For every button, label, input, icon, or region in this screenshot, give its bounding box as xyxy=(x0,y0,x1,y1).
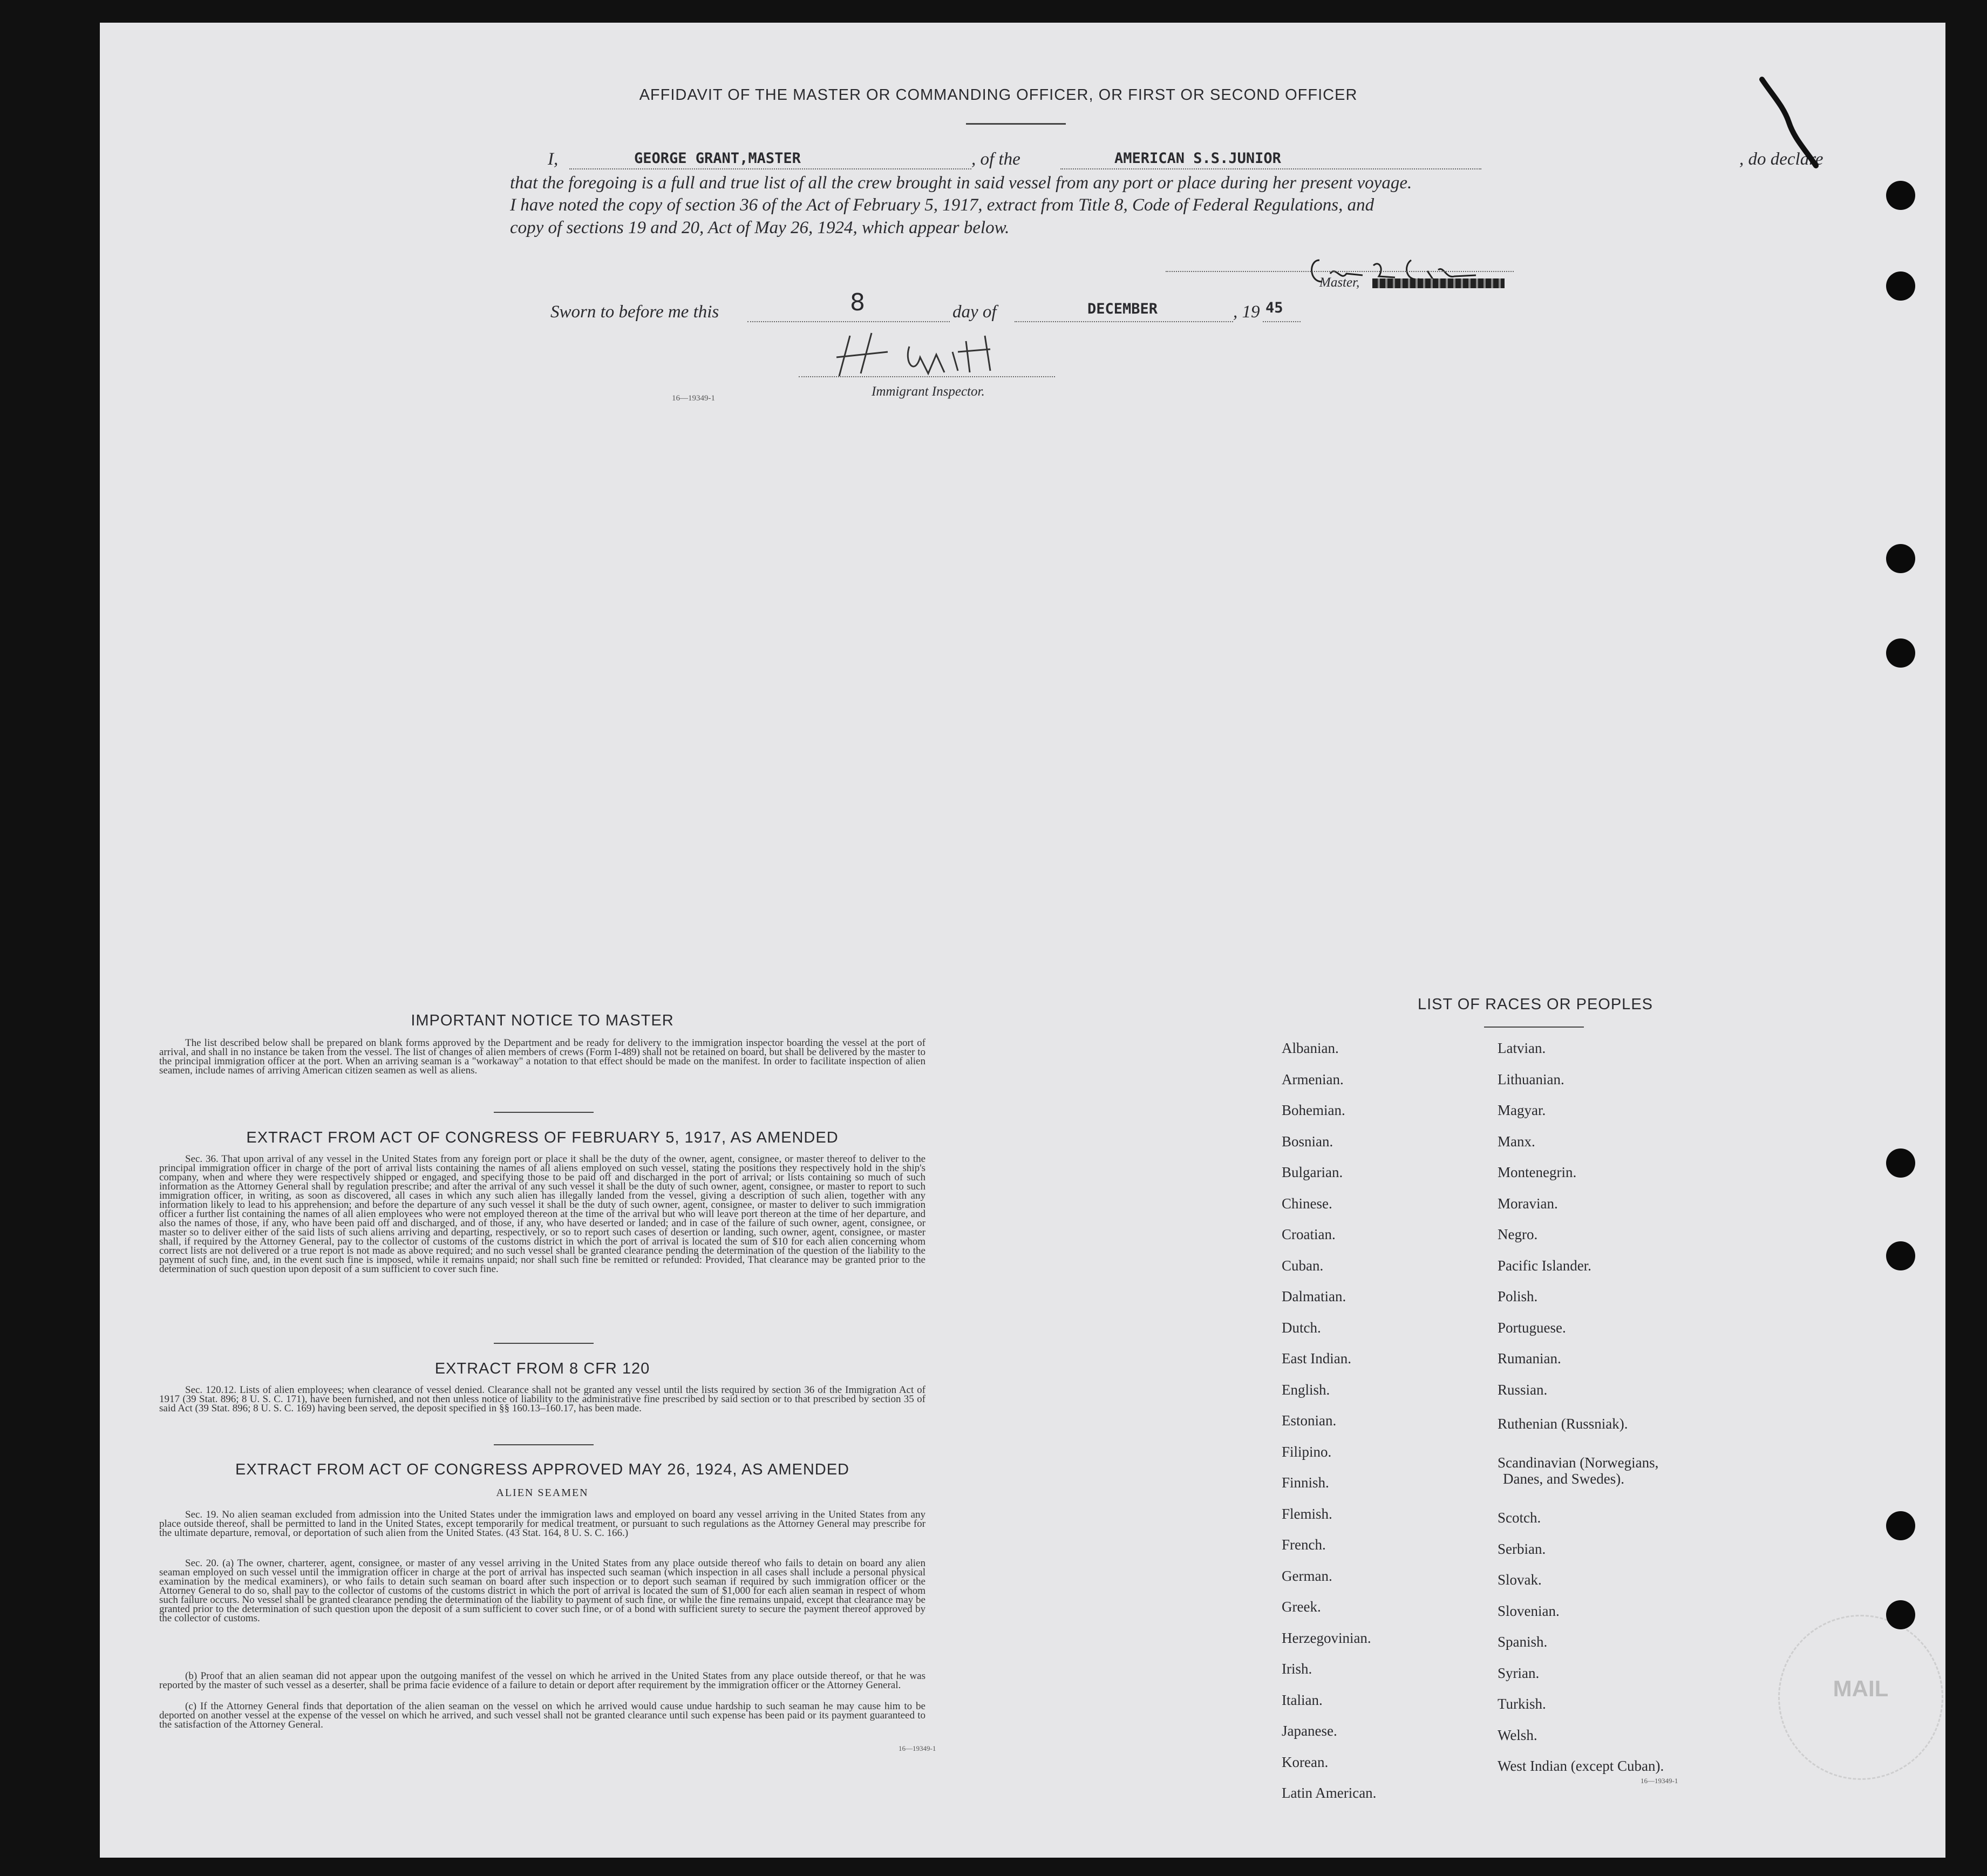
race-list-right xyxy=(1498,1040,1664,1789)
binder-hole xyxy=(1886,181,1915,210)
extract-cfr-rule xyxy=(494,1444,594,1445)
race-item: Armenian. xyxy=(1282,1071,1344,1087)
extract-1917-body: Sec. 36. That upon arrival of any vessel in the United States from any foreign port or place it shall be the duty of the owner, agent, consignee, or master thereof to deliver to the principal immigration officer in charge of the port of arrival lists containing the names of all aliens employed on such vessel, stating the positions they respectively hold in the ship's company, when and where they were respectively shipped or engaged, and specifying those to be paid off and discharged in the port of arrival; or lists containing so much of such information as the Attorney General shall by regulation prescribe; and after the arrival of any such vessel it shall be the duty of such owner, agent, consignee, or master to report to such immigration officer, in writing, as soon as discovered, all cases in which any such alien has illegally landed from the vessel, giving a description of such alien, together with any information likely to lead to his apprehension; and before the departure of any such vessel it shall be the duty of such owner, agent, consignee, or master to deliver to such immigration officer a further list containing the names of all alien employees who were not employed thereon at the time of the arrival but who will leave port thereon at the time of her departure, and also the names of those, if any, who have been paid off and discharged, and of those, if any, who have deserted or landed; and in case of the failure of such owner, agent, consignee, or master so to deliver either of the said lists of such aliens arriving and departing, respectively, or so to report such cases of desertion or landing, such owner, agent, consignee, or master shall, if required by the Attorney General, pay to the collector of customs of the customs district in which the port of arrival is located the sum of $10 for each alien concerning whom correct lists are not delivered or a true report is not made as above required; and no such vessel shall be granted clearance pending the determination of the question of the liability to the payment of such fine, and, in the event such fine is imposed, while it remains unpaid; nor shall such fine be remitted or refunded: Provided, That clearance may be granted prior to the determination of such question upon deposit of a sum sufficient to cover such fine. xyxy=(159,1153,926,1275)
declaration-line-4: copy of sections 19 and 20, Act of May 26, 1924, which appear below. xyxy=(510,218,1010,237)
inspector-label: Immigrant Inspector. xyxy=(872,384,985,399)
struck-out-text xyxy=(1372,278,1505,288)
race-item: Portuguese. xyxy=(1498,1319,1566,1336)
of-the-label: , of the xyxy=(971,149,1020,169)
stamp-text: MAIL xyxy=(1833,1676,1889,1701)
extract-cfr-body: Sec. 120.12. Lists of alien employees; when clearance of vessel denied. Clearance shall not be granted any vessel until the lists required by section 36 of the Immigration Act of 1917 (39 Stat. 896; 8 U. S. C. 171), have been furnished, and not then unless notice of liability to the administrative fine prescribed by said section or to that prescribed by section 35 of said Act (39 Stat. 896; 8 U. S. C. 169) having been served, the deposit specified in §§ 160.13–160.17, has been made. xyxy=(159,1384,926,1414)
extract-1924-title: EXTRACT FROM ACT OF CONGRESS APPROVED MAY 26, 1924, AS AMENDED xyxy=(235,1461,849,1478)
race-item: Albanian. xyxy=(1282,1040,1339,1056)
declaration-line-2: that the foregoing is a full and true list of all the crew brought in said vessel from any port or place during her present voyage. xyxy=(510,173,1412,193)
race-item: Slovak. xyxy=(1498,1572,1542,1588)
year-prefix: , 19 xyxy=(1233,302,1260,322)
race-item: Italian. xyxy=(1282,1691,1323,1708)
notice-rule xyxy=(494,1112,594,1113)
race-item: Magyar. xyxy=(1498,1102,1546,1118)
month-line xyxy=(1015,321,1233,322)
binder-hole xyxy=(1886,271,1915,301)
race-item: Latvian. xyxy=(1498,1040,1546,1056)
race-item: Pacific Islander. xyxy=(1498,1257,1591,1274)
race-item: Serbian. xyxy=(1498,1540,1546,1557)
race-item: Montenegrin. xyxy=(1498,1164,1577,1180)
race-item: Chinese. xyxy=(1282,1195,1332,1212)
affidavit-title: AFFIDAVIT OF THE MASTER OR COMMANDING OFFICER, OR FIRST OR SECOND OFFICER xyxy=(639,86,1358,104)
race-item: Welsh. xyxy=(1498,1727,1537,1743)
year-line xyxy=(1263,321,1301,322)
race-item: Japanese. xyxy=(1282,1723,1337,1739)
race-item: Cuban. xyxy=(1282,1257,1324,1274)
race-item: Croatian. xyxy=(1282,1226,1336,1242)
race-item: Estonian. xyxy=(1282,1412,1337,1429)
race-item: Danes, and Swedes). xyxy=(1503,1471,1624,1487)
day-line xyxy=(747,321,950,322)
extract-1917-title: EXTRACT FROM ACT OF CONGRESS OF FEBRUARY 5, 1917, AS AMENDED xyxy=(246,1129,839,1146)
binder-hole xyxy=(1886,1148,1915,1178)
race-item: Scandinavian (Norwegians, xyxy=(1498,1454,1659,1471)
race-item: German. xyxy=(1282,1567,1332,1584)
race-item: Manx. xyxy=(1498,1133,1535,1150)
extract-form-number: 16—19349-1 xyxy=(899,1744,936,1752)
race-item: Lithuanian. xyxy=(1498,1071,1564,1087)
race-item: Herzegovinian. xyxy=(1282,1629,1371,1646)
race-item: Latin American. xyxy=(1282,1785,1377,1801)
binder-hole xyxy=(1886,1241,1915,1270)
races-rule xyxy=(1484,1027,1584,1028)
binder-hole xyxy=(1886,1600,1915,1629)
race-item: English. xyxy=(1282,1381,1330,1398)
master-signature-line xyxy=(1166,271,1514,272)
sworn-month: DECEMBER xyxy=(1087,301,1158,317)
declare-line xyxy=(548,148,1859,173)
extract-cfr-title: EXTRACT FROM 8 CFR 120 xyxy=(434,1360,650,1377)
race-item: Spanish. xyxy=(1498,1634,1548,1650)
race-item: Dutch. xyxy=(1282,1319,1321,1336)
race-item: Bohemian. xyxy=(1282,1102,1345,1118)
title-rule xyxy=(966,123,1066,125)
document-page xyxy=(100,23,1945,1858)
sec-19-text: Sec. 19. No alien seaman excluded from admission into the United States under the immigration laws and employed on board any vessel arriving in the United States from any place outside thereof, shall be permitted to land in the United States, except temporarily for medical treatment, or pursuant to such regulations as the Attorney General may prescribe for the ultimate departure, removal, or deportation of such alien from the United States. (43 Stat. 164, 8 U. S. C. 166.) xyxy=(159,1509,926,1539)
sworn-line xyxy=(550,289,1414,328)
races-form-number: 16—19349-1 xyxy=(1641,1777,1678,1785)
race-item: Moravian. xyxy=(1498,1195,1558,1212)
races-title: LIST OF RACES OR PEOPLES xyxy=(1417,996,1653,1013)
master-name: GEORGE GRANT,MASTER xyxy=(634,150,801,167)
race-item: Finnish. xyxy=(1282,1474,1329,1491)
inspector-signature xyxy=(828,325,1033,384)
day-of-label: day of xyxy=(952,302,997,322)
race-item: Syrian. xyxy=(1498,1664,1540,1681)
race-item: Bosnian. xyxy=(1282,1133,1333,1150)
race-item: Scotch. xyxy=(1498,1510,1541,1526)
sworn-label: Sworn to before me this xyxy=(550,302,719,322)
race-item: West Indian (except Cuban). xyxy=(1498,1758,1664,1774)
binder-hole xyxy=(1886,1511,1915,1540)
sec-20a-text: Sec. 20. (a) The owner, charterer, agent, consignee, or master of any vessel arriving in the United States from any place outside thereof who fails to detain on board any alien seaman employed on such vessel until the immigration officer in charge at the port of arrival has inspected such seaman (which inspection in all cases shall include a personal physical examination by the medical examiners), or who fails to detain such seaman on board after such inspection or to deport such seaman if required by such immigration officer or the Attorney General to do so, shall pay to the collector of customs of the customs district in which the port of arrival is located the sum of $1,000 for each alien seaman in respect of whom such failure occurs. No vessel shall be granted clearance pending the determination of the liability to payment of such fine, or while the fine remains unpaid, except that clearance may be granted prior to the determination of such question upon the deposit of a sum sufficient to cover such fine, or of a bond with sufficient surety to secure the payment thereof approved by the collector of customs. xyxy=(159,1558,926,1624)
extract-1917-rule xyxy=(494,1343,594,1344)
affidavit-form-number: 16—19349-1 xyxy=(672,394,715,403)
race-item: Dalmatian. xyxy=(1282,1288,1346,1304)
race-item: Slovenian. xyxy=(1498,1602,1560,1619)
vessel-name: AMERICAN S.S.JUNIOR xyxy=(1114,150,1281,167)
race-item: Bulgarian. xyxy=(1282,1164,1343,1180)
race-item: Irish. xyxy=(1282,1661,1312,1677)
binder-hole xyxy=(1886,544,1915,573)
race-item: Ruthenian (Russniak). xyxy=(1498,1416,1628,1432)
master-label: Master, xyxy=(1319,275,1360,290)
sec-20c-text: (c) If the Attorney General finds that deportation of the alien seaman on the vessel on which he arrived would cause undue hardship to such seaman he may cause him to be deported on another vessel at the expense of the vessel on which he arrived, and such vessel shall not be granted clearance until such expense has been paid or its payment guaranteed to the satisfaction of the Attorney General. xyxy=(159,1701,926,1730)
race-item: Turkish. xyxy=(1498,1696,1546,1712)
postal-stamp xyxy=(1778,1615,1943,1780)
declaration-line-3: I have noted the copy of section 36 of the Act of February 5, 1917, extract from Title 8, Code of Federal Regulations, and xyxy=(510,195,1374,215)
sworn-day: 8 xyxy=(850,289,865,316)
race-item: Russian. xyxy=(1498,1381,1548,1398)
race-item: Rumanian. xyxy=(1498,1350,1561,1367)
binder-hole xyxy=(1886,638,1915,668)
race-item: Flemish. xyxy=(1282,1505,1332,1522)
sworn-year: 45 xyxy=(1265,300,1283,316)
notice-body: The list described below shall be prepared on blank forms approved by the Department and be ready for delivery to the immigration inspector boarding the vessel at the port of arrival, and shall in no instance be taken from the vessel. The list of changes of alien members of crews (Form I-489) shall not be retained on board, but shall be delivered by the master to the principal immigration officer at the port. When an arriving seaman is a "workaway" a notation to that effect should be made on the manifest. In order to facilitate inspection of alien seamen, include names of arriving American citizen seamen as well as aliens. xyxy=(159,1037,926,1076)
race-item: Greek. xyxy=(1282,1599,1321,1615)
extract-1924-subtitle: ALIEN SEAMEN xyxy=(496,1487,589,1499)
do-declare-label: , do declare xyxy=(1739,149,1823,169)
race-item: French. xyxy=(1282,1537,1326,1553)
race-item: Korean. xyxy=(1282,1753,1329,1770)
race-item: Polish. xyxy=(1498,1288,1538,1304)
race-item: Filipino. xyxy=(1282,1443,1332,1460)
sec-20b-text: (b) Proof that an alien seaman did not appear upon the outgoing manifest of the vessel on which he arrived in the United States from any place outside thereof, or that he was reported by the master of such vessel as a deserter, shall be prima facie evidence of a failure to detain or deport after requirement by the immigration officer or the Attorney General. xyxy=(159,1670,926,1691)
race-item: Negro. xyxy=(1498,1226,1538,1242)
race-item: East Indian. xyxy=(1282,1350,1351,1367)
notice-title: IMPORTANT NOTICE TO MASTER xyxy=(411,1012,674,1029)
i-label: I, xyxy=(548,149,559,169)
race-list-left xyxy=(1282,1040,1376,1816)
pen-mark xyxy=(1757,74,1821,171)
inspector-line xyxy=(799,376,1055,377)
